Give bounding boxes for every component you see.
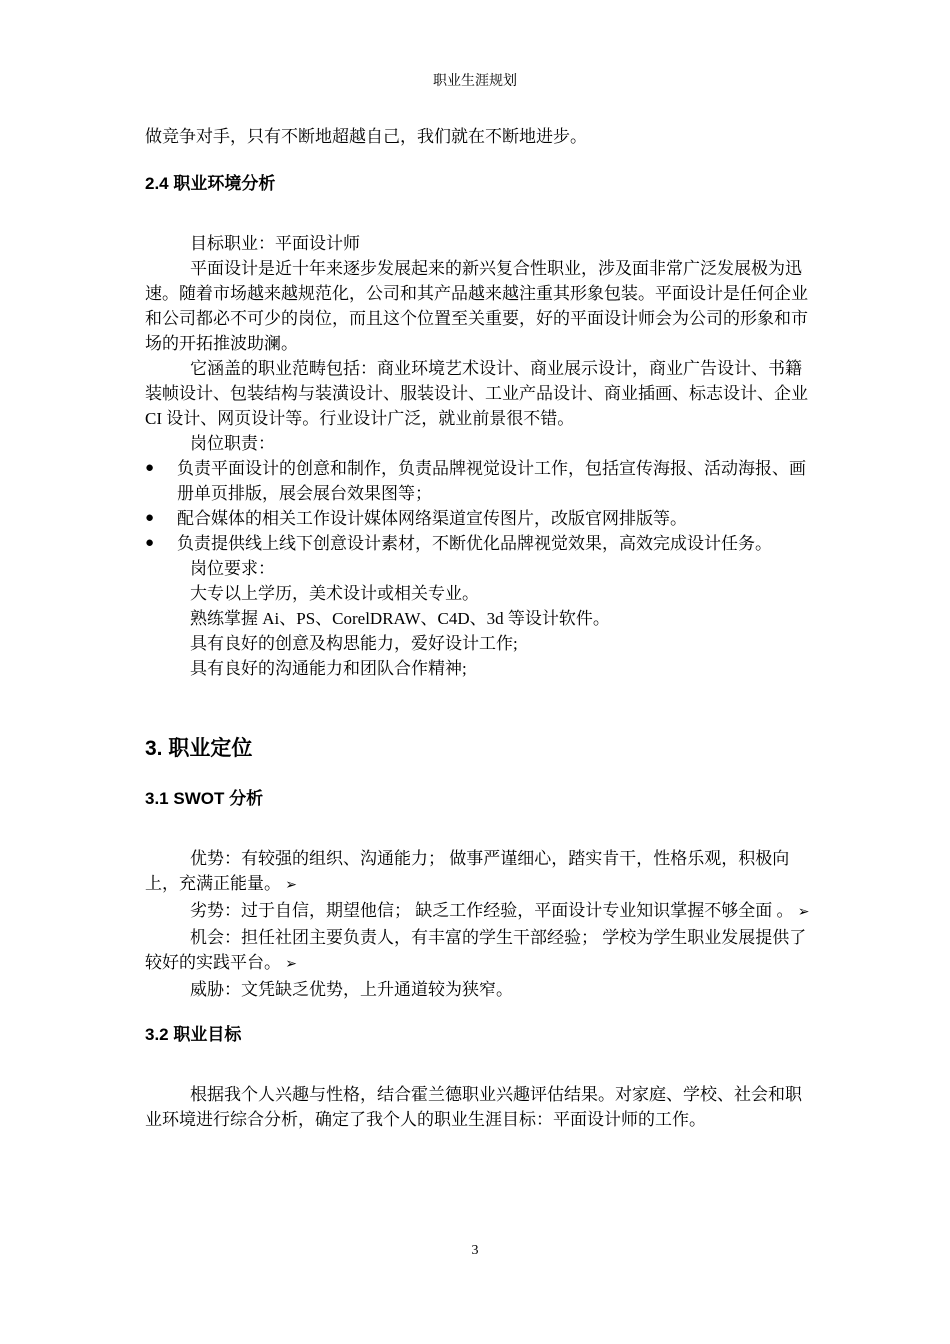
duty-text: 配合媒体的相关工作设计媒体网络渠道宣传图片，改版官网排版等。 <box>177 509 687 528</box>
bullet-icon: ● <box>145 460 155 476</box>
swot-strength-text: 优势：有较强的组织、沟通能力； 做事严谨细心，踏实肯干，性格乐观，积极向上，充满正能量。 <box>145 849 790 893</box>
duty-text: 负责平面设计的创意和制作，负责品牌视觉设计工作，包括宣传海报、活动海报、画册单页排版，展会展台效果图等； <box>177 459 806 503</box>
requirement-item: 具有良好的创意及构思能力，爱好设计工作; <box>190 634 518 653</box>
requirements-label: 岗位要求： <box>190 559 275 578</box>
graphic-design-paragraph: 平面设计是近十年来逐步发展起来的新兴复合性职业，涉及面非常广泛发展极为迅速。随着市场越来越规范化，公司和其产品越来越注重其形象包装。平面设计是任何企业和公司都必不可少的岗位，而且这个位置至关重要，好的平面设计师会为公司的形象和市场的开拓推波助澜。 <box>145 259 808 353</box>
section-2-4-heading: 2.4 职业环境分析 <box>145 174 276 193</box>
bullet-icon: ● <box>145 535 155 551</box>
section-3-heading: 3. 职业定位 <box>145 737 253 760</box>
swot-opportunity-text: 机会：担任社团主要负责人，有丰富的学生干部经验； 学校为学生职业发展提供了较好的实践平台。 <box>145 928 807 972</box>
duties-list <box>145 456 810 556</box>
arrow-icon: ➢ <box>797 904 810 920</box>
swot-weakness <box>145 898 810 925</box>
page-number: 3 <box>471 1243 479 1258</box>
duty-item <box>145 456 810 506</box>
duty-item <box>145 506 810 531</box>
swot-opportunity <box>145 925 810 977</box>
swot-strength <box>145 846 810 898</box>
target-career: 目标职业：平面设计师 <box>190 234 360 253</box>
career-scope-paragraph: 它涵盖的职业范畴包括：商业环境艺术设计、商业展示设计，商业广告设计、书籍装帧设计、包装结构与装潢设计、服装设计、工业产品设计、商业插画、标志设计、企业 CI 设计、网页设计等。行业设计广泛，就业前景很不错。 <box>145 359 808 428</box>
requirement-item: 具有良好的沟通能力和团队合作精神; <box>190 659 467 678</box>
swot-weakness-text: 劣势：过于自信，期望他信； 缺乏工作经验，平面设计专业知识掌握不够全面 。 <box>190 901 794 920</box>
requirement-item: 大专以上学历，美术设计或相关专业。 <box>190 584 479 603</box>
bullet-icon: ● <box>145 510 155 526</box>
page-header: 职业生涯规划 <box>433 74 517 89</box>
page-body <box>145 124 810 1132</box>
arrow-icon: ➢ <box>285 956 297 972</box>
requirement-item: 熟练掌握 Ai、PS、CorelDRAW、C4D、3d 等设计软件。 <box>190 609 610 628</box>
section-3-1-heading: 3.1 SWOT 分析 <box>145 789 264 808</box>
arrow-icon: ➢ <box>285 877 297 893</box>
duty-item <box>145 531 810 556</box>
duty-text: 负责提供线上线下创意设计素材，不断优化品牌视觉效果，高效完成设计任务。 <box>177 534 772 553</box>
duties-label: 岗位职责： <box>190 434 275 453</box>
section-3-2-heading: 3.2 职业目标 <box>145 1025 242 1044</box>
career-goal-paragraph: 根据我个人兴趣与性格，结合霍兰德职业兴趣评估结果。对家庭、学校、社会和职业环境进行综合分析，确定了我个人的职业生涯目标：平面设计师的工作。 <box>145 1085 802 1129</box>
intro-paragraph: 做竞争对手，只有不断地超越自己，我们就在不断地进步。 <box>145 127 587 146</box>
swot-threat: 威胁：文凭缺乏优势，上升通道较为狭窄。 <box>190 980 513 999</box>
